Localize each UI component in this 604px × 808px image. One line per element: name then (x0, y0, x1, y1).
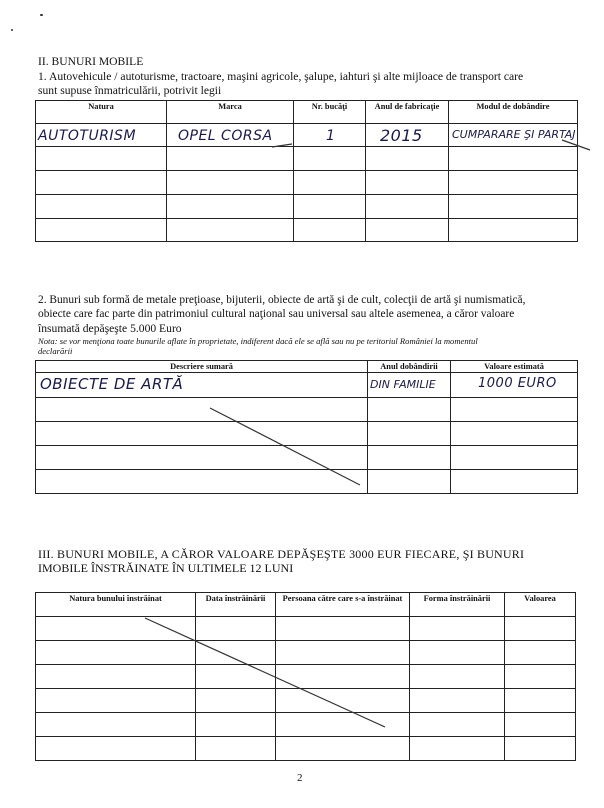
column-header: Anul de fabricaţie (366, 101, 449, 124)
handwritten-vehicle-count: 1 (326, 128, 336, 144)
table-row (36, 617, 576, 641)
table-row (36, 641, 576, 665)
table-row (36, 398, 578, 422)
handwritten-valuables-year: DIN FAMILIE (370, 378, 436, 391)
table-row (36, 195, 578, 219)
column-header: Descriere sumară (36, 361, 368, 373)
handwritten-vehicle-year: 2015 (380, 126, 423, 145)
table-row (36, 171, 578, 195)
item2-text: 2. Bunuri sub formă de metale preţioase, bijuterii, obiecte de artă şi de cult, colecţii de artă şi numismatică, (38, 294, 526, 306)
handwritten-valuables-description: OBIECTE DE ARTĂ (40, 375, 184, 393)
item2-text: însumată depăşeşte 5.000 Euro (38, 322, 182, 335)
table-row (36, 446, 578, 470)
item1-text: sunt supuse înmatriculării, potrivit legii (38, 84, 222, 97)
scan-speck (40, 14, 43, 16)
handwritten-vehicle-type: AUTOTURISM (38, 128, 137, 144)
column-header: Data înstrăinării (196, 593, 276, 617)
note-text: declarării (38, 346, 73, 356)
column-header: Marca (167, 101, 294, 124)
section-heading: IMOBILE ÎNSTRĂINATE ÎN ULTIMELE 12 LUNI (38, 561, 294, 575)
section-heading: III. BUNURI MOBILE, A CĂROR VALOARE DEPĂŞEŞTE 3000 EUR FIECARE, ŞI BUNURI (38, 547, 525, 561)
table-row (36, 470, 578, 494)
column-header: Anul dobândirii (368, 361, 451, 373)
column-header: Forma înstrăinării (410, 593, 505, 617)
disposed-assets-table (35, 592, 576, 761)
column-header: Natura (36, 101, 167, 124)
column-header: Natura bunului înstrăinat (36, 593, 196, 617)
handwritten-vehicle-brand: OPEL CORSA (178, 128, 273, 144)
column-header: Valoarea (505, 593, 576, 617)
column-header: Modul de dobândire (449, 101, 578, 124)
table-row (36, 422, 578, 446)
note-text: Nota: se vor menţiona toate bunurile aflate în proprietate, indiferent dacă ele se află sau nu pe teritoriul României la momentul (38, 336, 478, 346)
page-number: 2 (297, 772, 303, 784)
column-header: Persoana către care s-a înstrăinat (276, 593, 410, 617)
column-header: Nr. bucăţi (294, 101, 366, 124)
item2-text: obiecte care fac parte din patrimoniul cultural naţional sau universal sau altele asemenea, a căror valoare (38, 308, 515, 320)
table-row (36, 147, 578, 171)
vehicles-table (35, 100, 578, 242)
table-row (36, 665, 576, 689)
handwritten-valuables-value: 1000 EURO (478, 376, 557, 391)
column-header: Valoare estimată (451, 361, 578, 373)
table-row (36, 689, 576, 713)
table-row (36, 737, 576, 761)
item1-text: 1. Autovehicule / autoturisme, tractoare, maşini agricole, şalupe, iahturi şi alte mijloace de transport care (38, 70, 524, 83)
scan-speck (11, 29, 13, 31)
table-row (36, 219, 578, 242)
section-heading: II. BUNURI MOBILE (38, 55, 144, 68)
table-row (36, 713, 576, 737)
handwritten-acquisition-mode: CUMPARARE ŞI PARTAJ (452, 128, 576, 141)
